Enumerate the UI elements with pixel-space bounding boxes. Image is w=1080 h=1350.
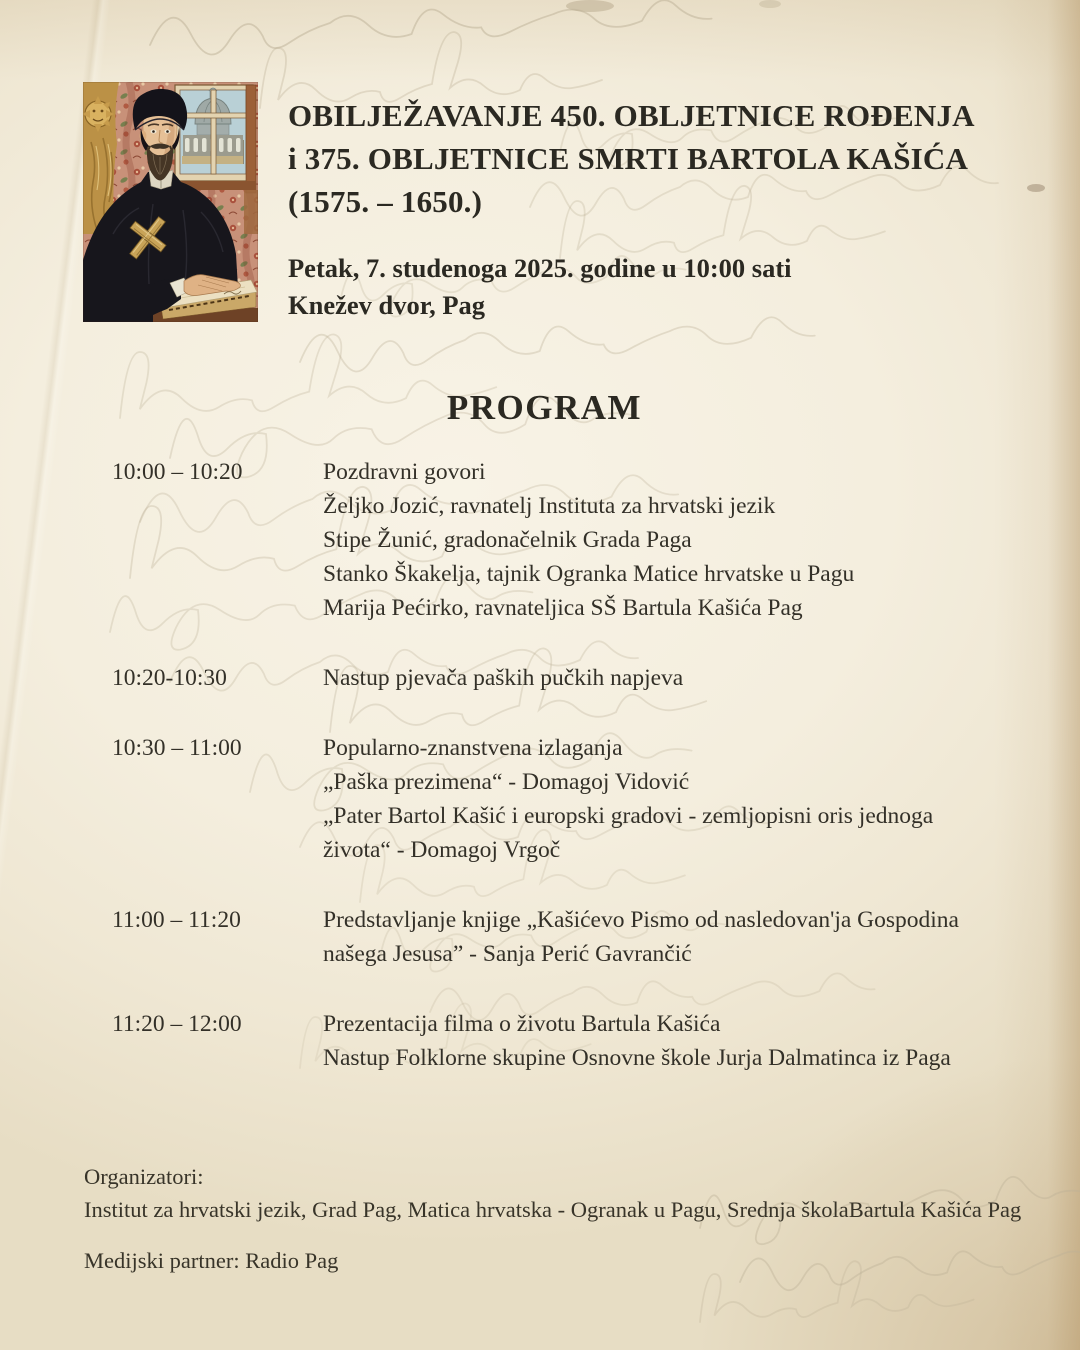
page-title — [288, 94, 975, 223]
media-partner-line: Medijski partner: Radio Pag — [84, 1248, 339, 1273]
program-row — [112, 903, 992, 971]
program-line: Predstavljanje knjige „Kašićevo Pismo od nasledovan'ja Gospodina našega Jesusa” - Sanja Perić Gavrančić — [323, 907, 959, 967]
program-line: Stanko Škakelja, tajnik Ogranka Matice hrvatske u Pagu — [323, 561, 855, 587]
program-row — [112, 731, 992, 867]
program-description — [323, 1007, 963, 1075]
program-time: 10:00 – 10:20 — [112, 459, 243, 485]
program-line: Popularno-znanstvena izlaganja — [323, 735, 623, 761]
program-schedule — [112, 455, 992, 1111]
program-row — [112, 1007, 992, 1075]
footer — [84, 1160, 1034, 1277]
program-line: Prezentacija filma o životu Bartula Kašića — [323, 1011, 721, 1037]
program-row — [112, 455, 992, 625]
program-time: 10:30 – 11:00 — [112, 735, 242, 761]
program-time: 10:20-10:30 — [112, 665, 227, 691]
event-datetime: Petak, 7. studenoga 2025. godine u 10:00 sati — [288, 253, 792, 283]
organizers-label: Organizatori: — [84, 1164, 204, 1189]
program-description — [323, 661, 963, 695]
organizers-line: Institut za hrvatski jezik, Grad Pag, Matica hrvatska - Ogranak u Pagu, Srednja školaBartula Kašića Pag — [84, 1197, 1022, 1222]
program-line: Stipe Žunić, gradonačelnik Grada Paga — [323, 527, 692, 553]
program-row — [112, 661, 992, 695]
program-line: Marija Pećirko, ravnateljica SŠ Bartula Kašića Pag — [323, 595, 803, 621]
program-line: Željko Jozić, ravnatelj Instituta za hrvatski jezik — [323, 493, 776, 519]
program-line: Nastup pjevača paških pučkih napjeva — [323, 665, 684, 691]
program-description — [323, 731, 963, 867]
program-heading: PROGRAM — [446, 388, 643, 427]
program-description — [323, 903, 963, 971]
program-time: 11:00 – 11:20 — [112, 907, 241, 933]
portrait-bartol-kasic — [83, 82, 258, 322]
program-line: Pozdravni govori — [323, 459, 486, 485]
title-line-1: OBILJEŽAVANJE 450. OBLJETNICE ROĐENJA — [288, 98, 975, 133]
program-line: „Paška prezimena“ - Domagoj Vidović — [323, 769, 690, 795]
event-location: Knežev dvor, Pag — [288, 290, 486, 320]
title-line-3: (1575. – 1650.) — [288, 184, 483, 219]
program-line: „Pater Bartol Kašić i europski gradovi - zemljopisni oris jednoga života“ - Domagoj Vrgoč — [323, 803, 934, 863]
event-datetime-location — [288, 250, 792, 324]
program-description — [323, 455, 963, 625]
program-time: 11:20 – 12:00 — [112, 1011, 242, 1037]
program-line: Nastup Folklorne skupine Osnovne škole Jurja Dalmatinca iz Paga — [323, 1045, 951, 1071]
title-line-2: i 375. OBLJETNICE SMRTI BARTOLA KAŠIĆA — [288, 141, 969, 176]
